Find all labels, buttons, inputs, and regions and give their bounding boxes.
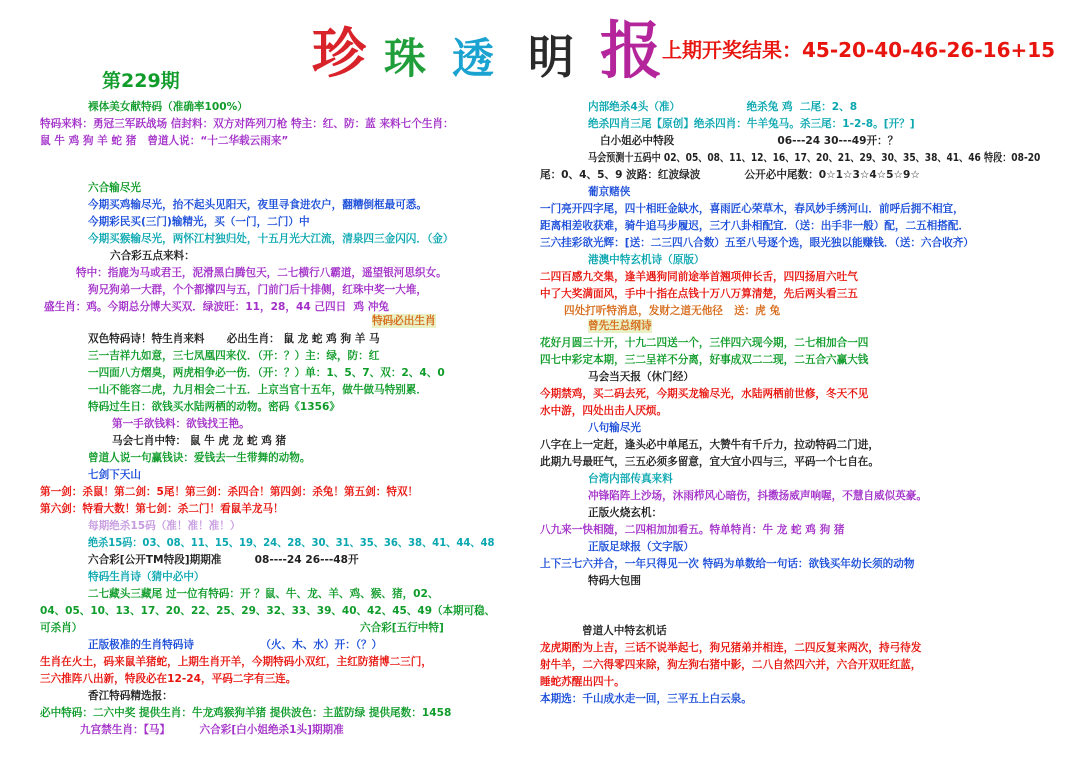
text-line: 特码必出生肖	[372, 315, 436, 327]
text-line: 今期买猴输尽光，两怀江村独归处，十五月光大江流，清泉四三金闪闪．（金）	[88, 233, 454, 245]
text-line: 距离相差收获难，骑牛追马步履迟，三才八卦相配宜．（送：出手非一般）配，二五相搭配．	[540, 220, 970, 232]
text-line: 鼠 牛 鸡 狗 羊 蛇 猪 曾道人说：“十二华载云雨来”	[40, 135, 289, 147]
masthead-char-2: 珠	[384, 34, 427, 83]
text-line: 四处打听特消息，发财之道无他径 送：虎 兔	[564, 305, 781, 317]
text-line: 此期九号最旺气，三五必须多留意，宜大宜小四与三，平码一个七自在。	[540, 456, 879, 468]
text-line: 正版火烧玄机：	[588, 507, 663, 519]
text-line: 三一吉祥九如意，三七凤凰四来仪．（开：？）主：绿，防：红	[88, 350, 380, 362]
text-line: 正版足球报（文字版）	[588, 541, 694, 553]
text-line: 八九来一快相随，二四相加加看五。特单特肖：牛 龙 蛇 鸡 狗 猪	[540, 524, 845, 536]
text-line: 第一手欲钱料：欲钱找王艳。	[112, 418, 250, 430]
text-line: 特码生肖诗（猜中必中）	[88, 571, 205, 583]
text-line: 曾道人中特玄机话	[582, 625, 667, 637]
text-line: 四七中彩定本期，三二呈祥不分离，好事成双二二现，二五合六赢大钱	[540, 354, 869, 366]
text-line: 今期彩民买(三门)输精光，买（一门，二门）中	[88, 216, 310, 228]
text-line: 六合彩[公开TM特段]期期准 08----24 26---48开	[88, 554, 359, 566]
text-line: 六合彩[五行中特]	[360, 622, 444, 634]
text-line: 冲锋陷阵上沙场，沐雨栉风心暗伤，抖擞扬威声响喔，不慧自威似英豪。	[588, 490, 927, 502]
last-draw-result: 上期开奖结果：45-20-40-46-26-16+15	[662, 38, 1056, 62]
text-line: 葡京赌侠	[588, 186, 631, 198]
masthead-char-3: 透	[452, 34, 495, 83]
text-line: 二四百感九交集，逢羊遇狗同前途举首翘项伸长舌，四四扬眉六吐气	[540, 271, 858, 283]
text-line: 中了大奖满面风，手中十指在点钱十万八万算清楚，先后两头看三五	[540, 288, 858, 300]
text-line: 港澳中特玄机诗（原版）	[588, 254, 705, 266]
text-line: 香江特码精选报：	[88, 690, 173, 702]
text-line: 水中游，四处出击人厌烦。	[540, 405, 668, 417]
text-line: 七剑下天山	[88, 469, 141, 481]
text-line: 04、05、10、13、17、20、22、25、29、32、33、39、40、42、45、49（本期可稳、	[40, 605, 496, 617]
text-line: 本期选：千山成水走一回，三平五上白云泉。	[540, 693, 752, 705]
text-line: 裸体美女献特码（准确率100%）	[88, 101, 248, 113]
text-line: 马会七肖中特： 鼠 牛 虎 龙 蛇 鸡 猪	[112, 435, 287, 447]
text-line: 二七藏头三藏尾 过一位有特码：开 ？鼠、牛、龙、羊、鸡、猴、猪，02、	[88, 588, 439, 600]
text-line: 今期买鸡输尽光，抬不起头见阳天，夜里寻食进农户，翻糟倒框最可悉。	[88, 199, 427, 211]
text-line: 九宫禁生肖：【马】 六合彩[白小姐绝杀1头]期期准	[80, 724, 344, 736]
text-line: 三六推阵八出新，特段必在12-24，平码二字有三连。	[40, 673, 297, 685]
text-line: 必中特码：二六中奖 提供生肖：牛龙鸡猴狗羊猪 提供波色：主蓝防绿 提供尾数：1458	[40, 707, 452, 719]
text-line: 曾先生总纲诗	[588, 320, 652, 332]
text-line: 内部绝杀4头（准） 绝杀兔 鸡 二尾：2、8	[588, 101, 858, 113]
text-line: 八字在上一定赶，逢头必中单尾五，大赞牛有千斤力，拉动特码二门进，	[540, 439, 879, 451]
masthead-char-5: 报	[600, 14, 663, 87]
text-line: 双色特码诗！特生肖来料 必出生肖： 鼠 龙 蛇 鸡 狗 羊 马	[88, 333, 380, 345]
text-line: 狗兄狗弟一大群，个个都撑四与五，门前门后十排侧，红珠中奖一大堆，	[88, 284, 427, 296]
text-line: 特码大包围	[588, 575, 641, 587]
text-line: 白小姐必中特段 06---24 30---49开：？	[600, 135, 899, 147]
text-line: 上下三七六并合，一年只得见一次 特码为单数给一句话：欲钱买年幼长须的动物	[540, 558, 915, 570]
text-line: 可杀肖）	[40, 622, 83, 634]
text-line: 马会预测十五码中 02、05、08、11、12、16、17、20、21、29、30、35、38、41、46 特段：08-20	[588, 152, 1041, 164]
masthead-char-1: 珍	[312, 21, 366, 85]
text-line: 一四面八方熠臭，两虎相争必一伤．（开：？）单：1、5、7、双：2、4、0	[88, 367, 445, 379]
text-line: 台湾内部传真来料	[588, 473, 673, 485]
masthead-char-4: 明	[528, 30, 574, 84]
text-line: 第六剑：特看大数！第七剑：杀二门！看鼠羊龙马！	[40, 503, 284, 515]
text-line: 每期绝杀15码（准！准！准！）	[88, 520, 241, 532]
text-line: 盛生肖：鸡。今期总分博大买双．绿波旺：11，28，44 己四日 鸡 冲兔	[44, 301, 390, 313]
text-line: 生肖在火土，码来鼠羊猪蛇，上期生肖开羊，今期特码小双红，主红防猪博二三门，	[40, 656, 432, 668]
text-line: 正版极准的生肖特码诗 （火、木、水）开：（？）	[88, 639, 383, 651]
text-line: 特中：指鹿为马或君王，泥滑黑白腾包天，二七横行八霸道，遥望银河思织女。	[76, 267, 447, 279]
text-line: 一山不能容二虎，九月相会二十五．上京当官十五年，做牛做马特别累．	[88, 384, 427, 396]
issue-number: 第229期	[102, 70, 180, 92]
text-line: 绝杀15码：03、08、11、15、19、24、28、30、31、35、36、38、41、44、48	[88, 537, 495, 549]
text-line: 六合彩五点来料：	[110, 250, 195, 262]
text-line: 特码来料：勇冠三军跃战场 信封料：双方对阵列刀枪 特主：红、防：蓝 来料七个生肖：	[40, 118, 454, 130]
text-line: 射牛羊，二六得零四来除，狗左狗右猪中影，二八自然四六并，六合开双旺红蓝，	[540, 659, 922, 671]
text-line: 龙虎期酌为上吉，三话不说举起七，狗兄猪弟并相连，二四反复来两次，持弓待发	[540, 642, 922, 654]
text-line: 第一剑：杀鼠！第二剑：5尾！第三剑：杀四合！第四剑：杀兔！第五剑：特双！	[40, 486, 419, 498]
text-line: 睡蛇苏醒出四十。	[540, 676, 625, 688]
text-line: 花好月圆三十开，十九二四送一个，三伴四六现今期，二七相加合一四	[540, 337, 869, 349]
text-line: 马会当天报（休门经）	[588, 371, 694, 383]
text-line: 尾：0、4、5、9 波路：红波绿波 公开必中尾数：0☆1☆3☆4☆5☆9☆	[540, 169, 920, 181]
text-line: 一门亮开四字尾，四十相旺金缺水，喜雨匠心荣草木，春风妙手绣河山．前呼后拥不相宜，	[540, 203, 964, 215]
text-line: 特码过生日：欲钱买水陆两栖的动物。密码《1356》	[88, 401, 340, 413]
text-line: 今期禁鸡，买二码去死，今期买龙输尽光，水陆两栖前世修，冬天不见	[540, 388, 869, 400]
text-line: 八句输尽光	[588, 422, 641, 434]
text-line: 三六挂彩欲光辉：[送：二三四八合数）五至八号逐个选，眼光独以能赚钱．（送：六合收齐）	[540, 237, 974, 249]
text-line: 绝杀四肖三尾【原创】绝杀四肖：牛羊兔马。杀三尾：1-2-8。[开？]	[588, 118, 915, 130]
text-line: 曾道人说一句赢钱诀：爱钱去一生带舞的动物。	[88, 452, 311, 464]
text-line: 六合输尽光	[88, 182, 141, 194]
